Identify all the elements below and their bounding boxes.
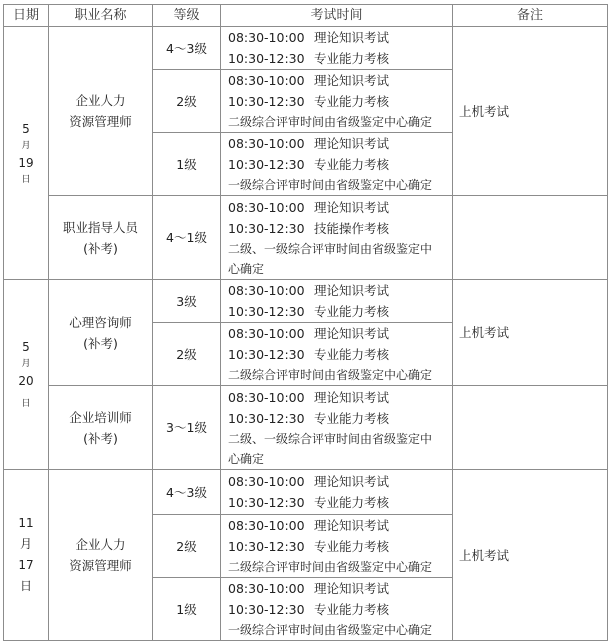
job-cell: 企业人力 资源管理师 [49, 27, 153, 196]
table-row [4, 470, 608, 515]
level-cell: 4～3级 [153, 27, 221, 70]
header-row [4, 5, 608, 27]
time-cell: 08:30-10:00 理论知识考试 10:30-12:30 专业能力考核 [221, 280, 453, 323]
job-cell: 企业人力 资源管理师 [49, 470, 153, 641]
level-cell: 4～1级 [153, 196, 221, 280]
note-cell: 上机考试 [453, 470, 608, 641]
level-cell: 3级 [153, 280, 221, 323]
time-cell: 08:30-10:00 理论知识考试 10:30-12:30 专业能力考核 二级、一级综合评审时间由省级鉴定中心确定 [221, 386, 453, 470]
time-cell: 08:30-10:00 理论知识考试 10:30-12:30 专业能力考核 [221, 27, 453, 70]
note-cell [453, 386, 608, 470]
table-row [4, 196, 608, 280]
date-cell-may19: 5 月 19 日 [4, 27, 49, 280]
table-row [4, 280, 608, 323]
level-cell: 2级 [153, 515, 221, 578]
note-cell [453, 196, 608, 280]
date-cell-may20: 5 月 20 日 [4, 280, 49, 470]
table-row [4, 27, 608, 70]
job-cell: 职业指导人员 (补考) [49, 196, 153, 280]
date-cell-nov17: 11 月 17 日 [4, 470, 49, 641]
time-cell: 08:30-10:00 理论知识考试 10:30-12:30 专业能力考核 [221, 470, 453, 515]
level-cell: 1级 [153, 133, 221, 196]
time-cell: 08:30-10:00 理论知识考试 10:30-12:30 专业能力考核 二级综合评审时间由省级鉴定中心确定 [221, 515, 453, 578]
exam-schedule-table [3, 4, 608, 641]
job-cell: 企业培训师 (补考) [49, 386, 153, 470]
level-cell: 1级 [153, 578, 221, 641]
level-cell: 4～3级 [153, 470, 221, 515]
job-cell: 心理咨询师 (补考) [49, 280, 153, 386]
level-cell: 2级 [153, 323, 221, 386]
time-cell: 08:30-10:00 理论知识考试 10:30-12:30 技能操作考核 二级、一级综合评审时间由省级鉴定中心确定 [221, 196, 453, 280]
header-level: 等级 [153, 5, 221, 27]
header-time: 考试时间 [221, 5, 453, 27]
time-cell: 08:30-10:00 理论知识考试 10:30-12:30 专业能力考核 一级综合评审时间由省级鉴定中心确定 [221, 578, 453, 641]
header-date: 日期 [4, 5, 49, 27]
time-cell: 08:30-10:00 理论知识考试 10:30-12:30 专业能力考核 一级综合评审时间由省级鉴定中心确定 [221, 133, 453, 196]
note-cell: 上机考试 [453, 27, 608, 196]
header-note: 备注 [453, 5, 608, 27]
header-job: 职业名称 [49, 5, 153, 27]
note-cell: 上机考试 [453, 280, 608, 386]
time-cell: 08:30-10:00 理论知识考试 10:30-12:30 专业能力考核 二级综合评审时间由省级鉴定中心确定 [221, 70, 453, 133]
level-cell: 2级 [153, 70, 221, 133]
time-cell: 08:30-10:00 理论知识考试 10:30-12:30 专业能力考核 二级综合评审时间由省级鉴定中心确定 [221, 323, 453, 386]
table-row [4, 386, 608, 470]
level-cell: 3～1级 [153, 386, 221, 470]
